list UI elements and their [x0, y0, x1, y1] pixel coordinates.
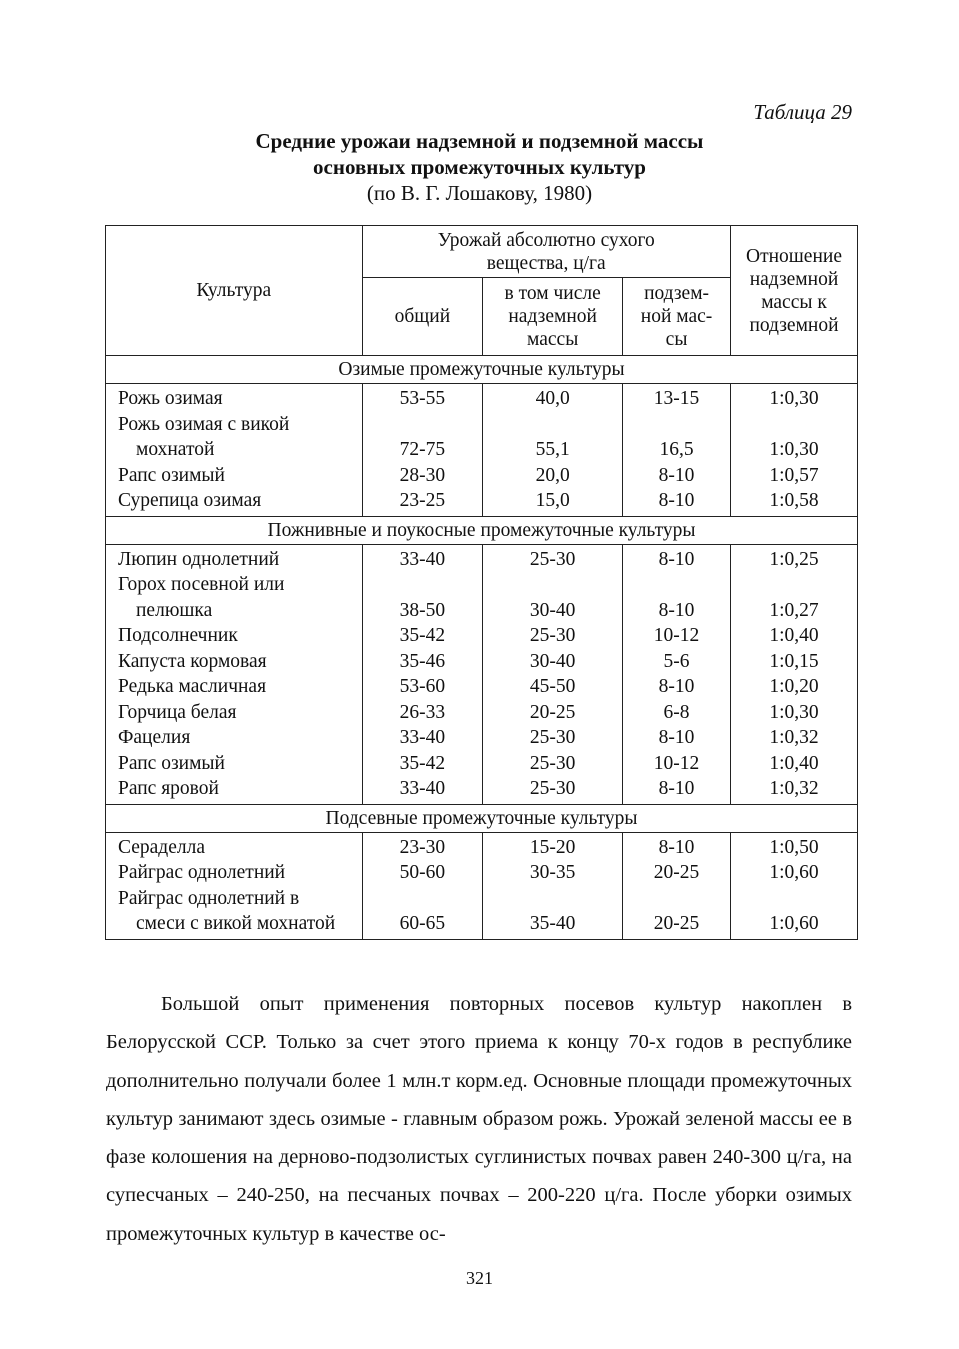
yield-above: 35-40 [483, 886, 623, 940]
yield-total: 53-55 [362, 384, 483, 412]
culture-name: Сераделла [106, 832, 363, 860]
table-row [106, 412, 858, 463]
culture-name: Фацелия [106, 725, 363, 751]
ratio-value: 1:0,50 [731, 832, 858, 860]
table-row [106, 384, 858, 412]
culture-name: Сурепица озимая [106, 488, 363, 516]
table-row [106, 776, 858, 804]
header-yield-group: Урожай абсолютно сухого вещества, ц/га [362, 226, 731, 278]
culture-name: Редька масличная [106, 674, 363, 700]
yield-below: 8-10 [623, 725, 731, 751]
yield-below: 20-25 [623, 886, 731, 940]
title-line-2: основных промежуточных культур [313, 155, 646, 179]
section-title: Озимые промежуточные культуры [106, 356, 858, 384]
table-row [106, 751, 858, 777]
header-culture: Культура [106, 226, 363, 356]
table-row [106, 544, 858, 572]
table-number-label: Таблица 29 [753, 100, 852, 124]
yield-total: 33-40 [362, 725, 483, 751]
yield-above: 30-40 [483, 649, 623, 675]
table-row [106, 649, 858, 675]
ratio-value: 1:0,60 [731, 860, 858, 886]
ratio-value: 1:0,15 [731, 649, 858, 675]
yield-below: 5-6 [623, 649, 731, 675]
yield-total: 35-46 [362, 649, 483, 675]
ratio-value: 1:0,30 [731, 384, 858, 412]
yield-total: 28-30 [362, 463, 483, 489]
yield-above: 40,0 [483, 384, 623, 412]
yield-below: 8-10 [623, 572, 731, 623]
yield-below: 20-25 [623, 860, 731, 886]
yield-above: 20-25 [483, 700, 623, 726]
yield-above: 20,0 [483, 463, 623, 489]
section-header [106, 516, 858, 544]
yield-total: 50-60 [362, 860, 483, 886]
yield-below: 6-8 [623, 700, 731, 726]
header-above: в том числе надземной массы [483, 278, 623, 356]
yield-total: 72-75 [362, 412, 483, 463]
ratio-value: 1:0,40 [731, 623, 858, 649]
culture-name: Райграс однолетний [106, 860, 363, 886]
yield-total: 33-40 [362, 776, 483, 804]
table-row [106, 674, 858, 700]
ratio-value: 1:0,25 [731, 544, 858, 572]
yield-below: 8-10 [623, 776, 731, 804]
yield-total: 35-42 [362, 623, 483, 649]
yield-above: 25-30 [483, 544, 623, 572]
section-header [106, 804, 858, 832]
header-below: подзем-ной мас-сы [623, 278, 731, 356]
section-header [106, 356, 858, 384]
yield-above: 25-30 [483, 725, 623, 751]
paragraph: Большой опыт применения повторных посевов культур накоплен в Белорусской ССР. Только за счет этого приема к концу 70-х годов в республике дополнительно получали более 1 млн.т корм.ед. Основные площади промежуточных культур занимают здесь озимые - главным образом рожь. Урожай зеленой массы ее в фазе колошения на дерново-подзолистых суглинистых почвах равен 240-300 ц/га, на супесчаных – 240-250, на песчаных почвах – 200-220 ц/га. После уборки озимых промежуточных культур в качестве ос- [106, 993, 852, 1245]
culture-name: Рожь озимая с викой мохнатой [106, 412, 363, 463]
ratio-value: 1:0,32 [731, 776, 858, 804]
table-row [106, 572, 858, 623]
culture-name: Рожь озимая [106, 384, 363, 412]
yield-above: 45-50 [483, 674, 623, 700]
page-number: 321 [466, 1268, 493, 1288]
yield-table [105, 225, 858, 940]
yield-below: 16,5 [623, 412, 731, 463]
ratio-value: 1:0,20 [731, 674, 858, 700]
yield-below: 8-10 [623, 463, 731, 489]
yield-above: 30-40 [483, 572, 623, 623]
table-row [106, 725, 858, 751]
yield-total: 23-25 [362, 488, 483, 516]
culture-name: Рапс озимый [106, 751, 363, 777]
header-total: общий [362, 278, 483, 356]
yield-table-container [105, 225, 858, 940]
culture-name: Горох посевной или пелюшка [106, 572, 363, 623]
ratio-value: 1:0,27 [731, 572, 858, 623]
yield-below: 10-12 [623, 751, 731, 777]
ratio-value: 1:0,60 [731, 886, 858, 940]
culture-name: Рапс озимый [106, 463, 363, 489]
yield-total: 23-30 [362, 832, 483, 860]
yield-total: 26-33 [362, 700, 483, 726]
table-row [106, 832, 858, 860]
table-row [106, 463, 858, 489]
yield-total: 53-60 [362, 674, 483, 700]
yield-above: 15,0 [483, 488, 623, 516]
yield-below: 8-10 [623, 488, 731, 516]
ratio-value: 1:0,57 [731, 463, 858, 489]
yield-above: 30-35 [483, 860, 623, 886]
table-row [106, 700, 858, 726]
header-ratio: Отношение надземной массы к подземной [731, 226, 858, 356]
yield-above: 25-30 [483, 776, 623, 804]
culture-name: Капуста кормовая [106, 649, 363, 675]
ratio-value: 1:0,30 [731, 700, 858, 726]
yield-total: 35-42 [362, 751, 483, 777]
yield-below: 8-10 [623, 674, 731, 700]
table-title [0, 128, 959, 206]
yield-above: 55,1 [483, 412, 623, 463]
culture-name: Подсолнечник [106, 623, 363, 649]
culture-name: Райграс однолетний в смеси с викой мохнатой [106, 886, 363, 940]
yield-above: 25-30 [483, 623, 623, 649]
yield-above: 25-30 [483, 751, 623, 777]
table-row [106, 623, 858, 649]
yield-total: 60-65 [362, 886, 483, 940]
yield-total: 38-50 [362, 572, 483, 623]
table-row [106, 886, 858, 940]
ratio-value: 1:0,32 [731, 725, 858, 751]
culture-name: Горчица белая [106, 700, 363, 726]
title-source: (по В. Г. Лошакову, 1980) [366, 181, 593, 205]
yield-below: 10-12 [623, 623, 731, 649]
culture-name: Люпин однолетний [106, 544, 363, 572]
table-row [106, 860, 858, 886]
section-title: Пожнивные и поукосные промежуточные культуры [106, 516, 858, 544]
yield-below: 8-10 [623, 832, 731, 860]
table-row [106, 488, 858, 516]
body-text [106, 985, 852, 1253]
ratio-value: 1:0,58 [731, 488, 858, 516]
ratio-value: 1:0,40 [731, 751, 858, 777]
culture-name: Рапс яровой [106, 776, 363, 804]
yield-above: 15-20 [483, 832, 623, 860]
yield-below: 13-15 [623, 384, 731, 412]
table-body [106, 356, 858, 940]
yield-total: 33-40 [362, 544, 483, 572]
ratio-value: 1:0,30 [731, 412, 858, 463]
yield-below: 8-10 [623, 544, 731, 572]
section-title: Подсевные промежуточные культуры [106, 804, 858, 832]
title-line-1: Средние урожаи надземной и подземной массы [255, 129, 704, 153]
